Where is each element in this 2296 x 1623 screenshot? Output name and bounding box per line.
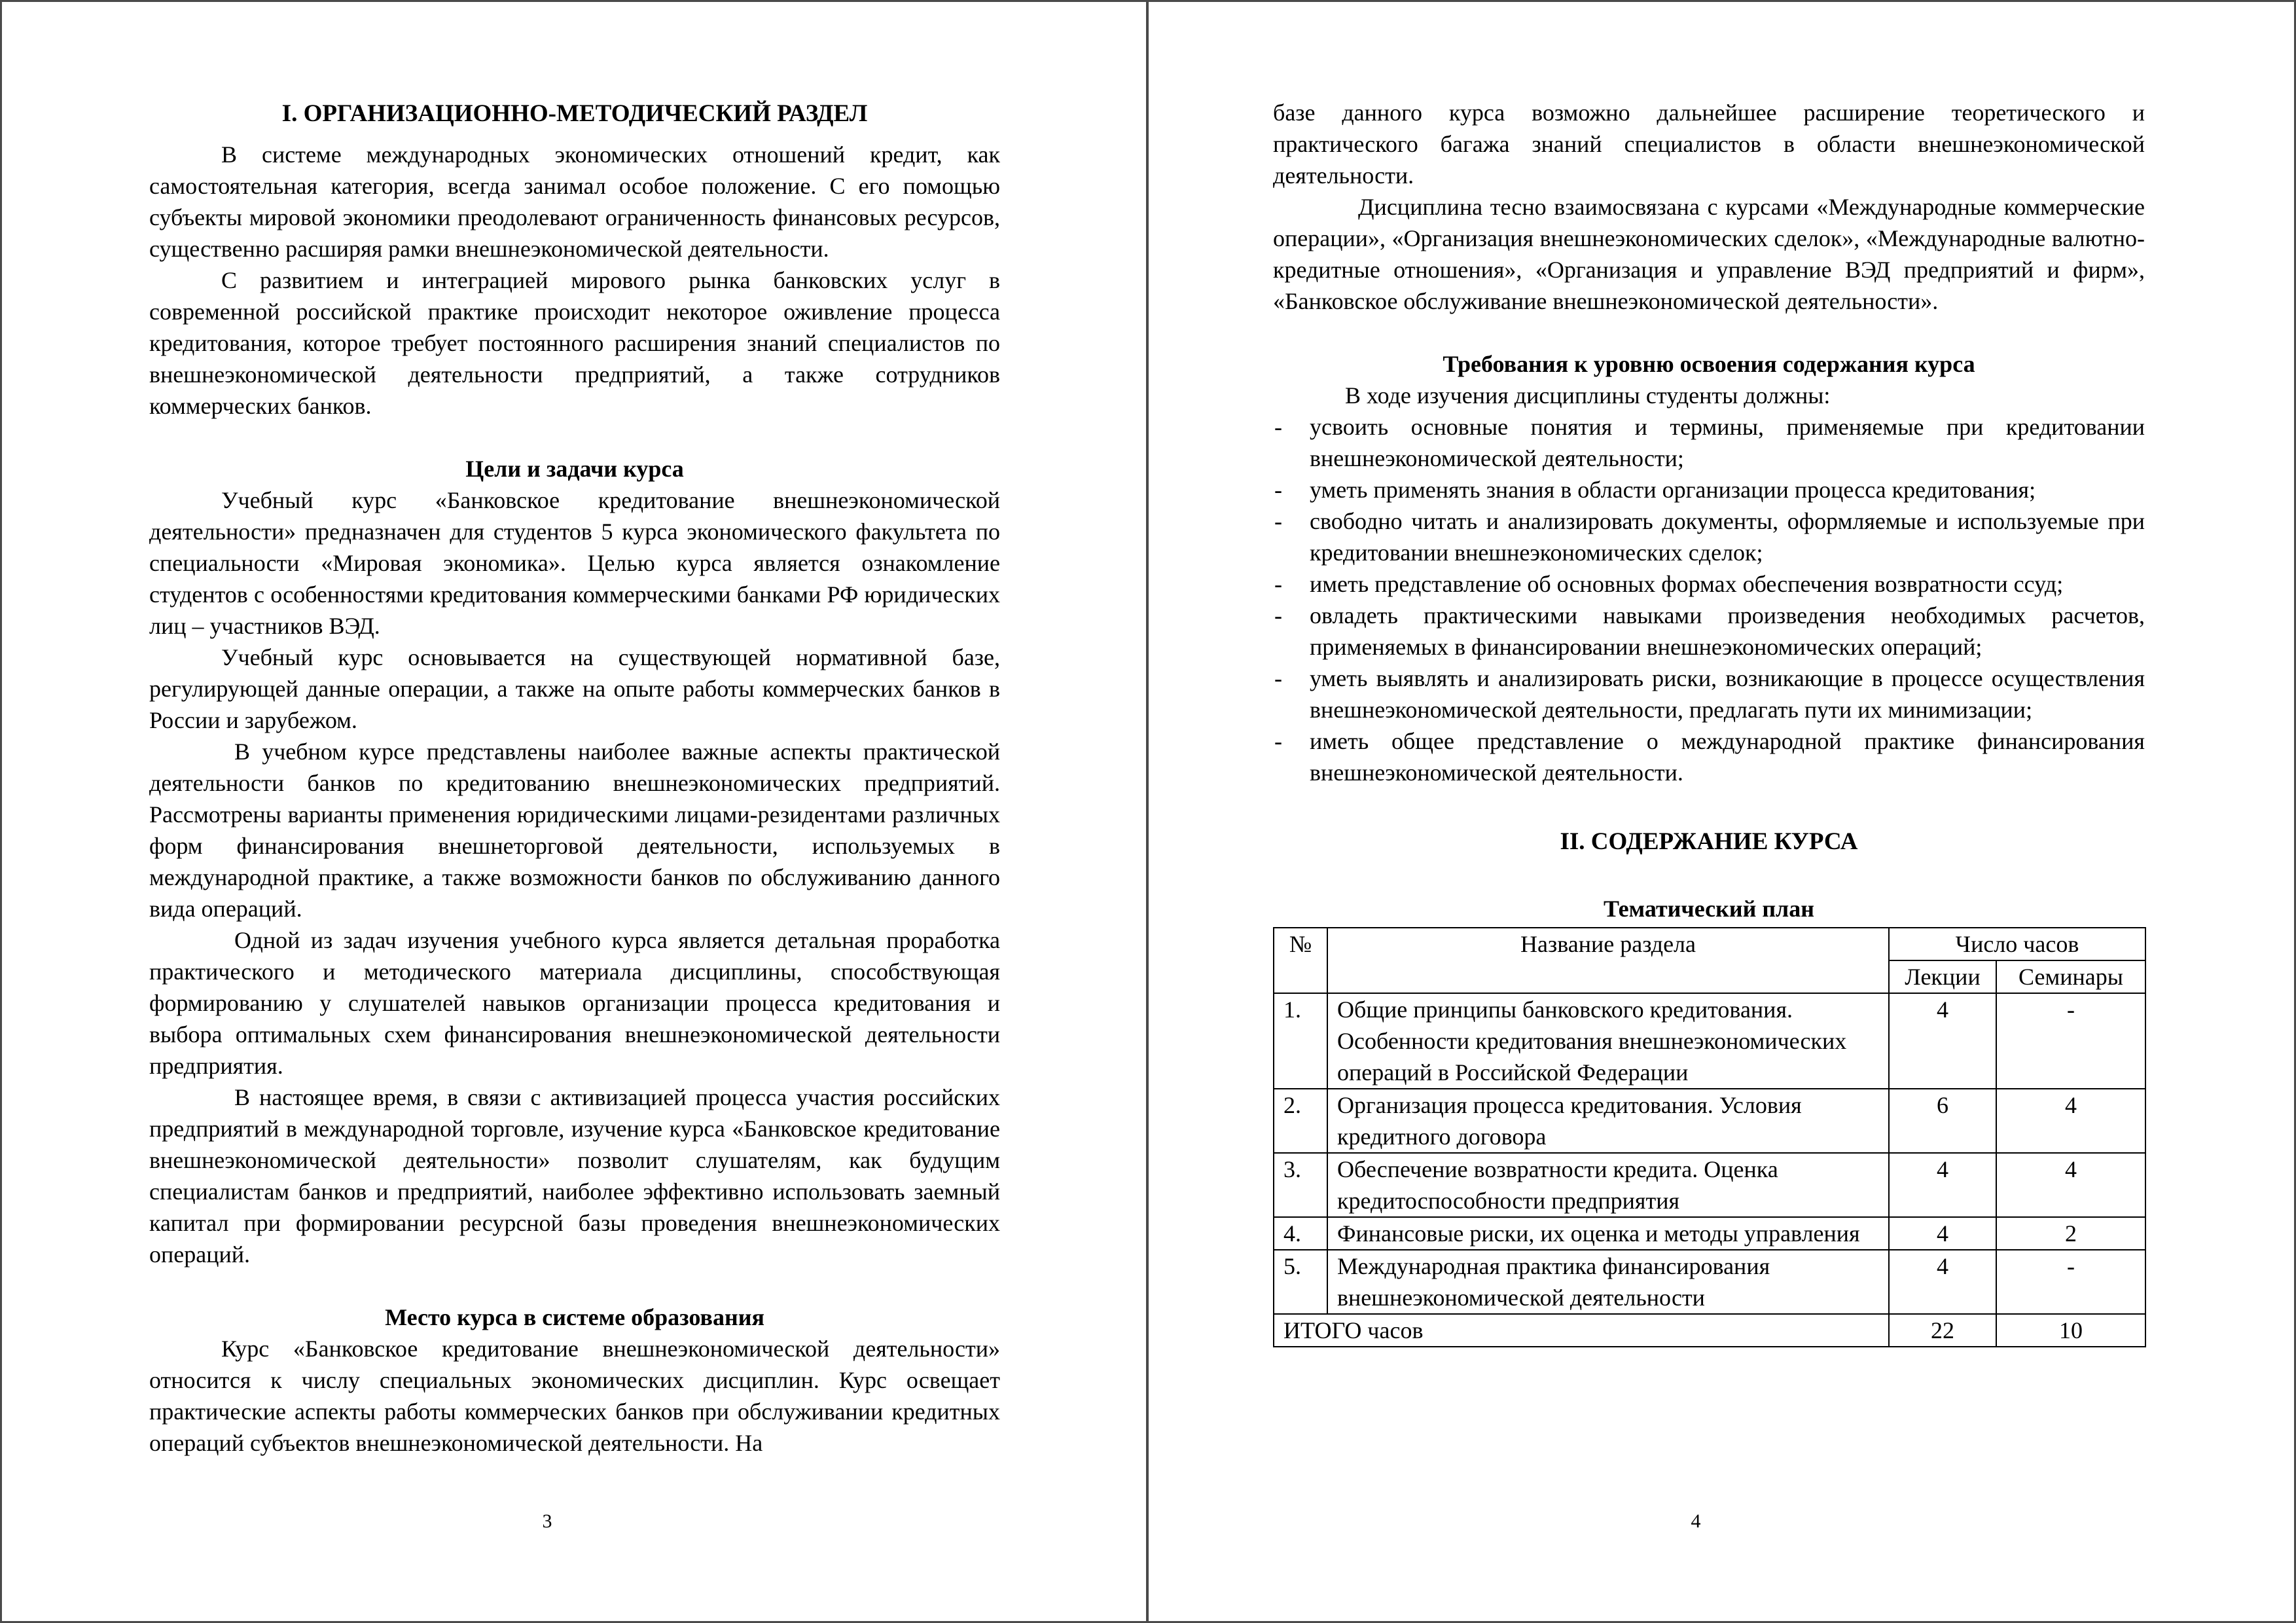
continuation-paragraph: базе данного курса возможно дальнейшее расширение теоретического и практического багажа знаний специалистов в области внешнеэкономической деятельности. [1273, 100, 2145, 189]
list-item: - уметь применять знания в области организации процесса кредитования; [1273, 474, 2145, 505]
intro-paragraph: С развитием и интеграцией мирового рынка банковских услуг в современной российской практике происходит некоторое оживление процесса кредитования, которое требует постоянного расширения знаний специалистов по внешнеэкономической деятельности предприятий, а также сотрудников коммерческих банков. [149, 267, 1000, 419]
cell-num: 3. [1274, 1153, 1327, 1217]
cell-seminars: 4 [1996, 1089, 2145, 1153]
table-row [1274, 993, 2145, 1089]
cell-lectures: 4 [1889, 1217, 1996, 1250]
cell-total-lectures: 22 [1889, 1314, 1996, 1347]
cell-lectures: 4 [1889, 1250, 1996, 1314]
cell-lectures: 6 [1889, 1089, 1996, 1153]
table-caption: Тематический план [1604, 896, 1814, 922]
cell-name: Международная практика финансирования внешнеэкономической деятельности [1327, 1250, 1889, 1314]
cell-lectures: 4 [1889, 993, 1996, 1089]
header-num: № [1274, 928, 1327, 993]
table-row [1274, 1089, 2145, 1153]
cell-num: 5. [1274, 1250, 1327, 1314]
goals-heading: Цели и задачи курса [465, 456, 684, 482]
cell-lectures: 4 [1889, 1153, 1996, 1217]
list-item: - уметь выявлять и анализировать риски, возникающие в процессе осуществления внешнеэкономической деятельности, предлагать пути их минимизации; [1273, 663, 2145, 725]
place-heading: Место курса в системе образования [385, 1304, 764, 1330]
list-item: - свободно читать и анализировать документы, оформляемые и используемые при кредитовании внешнеэкономических сделок; [1273, 505, 2145, 568]
list-item: - иметь представление об основных формах обеспечения возвратности ссуд; [1273, 568, 2145, 600]
goals-paragraph: Учебный курс основывается на существующей нормативной базе, регулирующей данные операции, а также на опыте работы коммерческих банков в России и зарубежом. [149, 644, 1000, 733]
list-item: - усвоить основные понятия и термины, применяемые при кредитовании внешнеэкономической деятельности; [1273, 411, 2145, 474]
cell-num: 2. [1274, 1089, 1327, 1153]
requirements-list [1273, 411, 2145, 788]
cell-name: Обеспечение возвратности кредита. Оценка кредитоспособности предприятия [1327, 1153, 1889, 1217]
cell-total-seminars: 10 [1996, 1314, 2145, 1347]
page-number: 3 [542, 1510, 552, 1532]
table-total-row [1274, 1314, 2145, 1347]
requirements-heading: Требования к уровню освоения содержания курса [1443, 351, 1975, 377]
cell-seminars: - [1996, 1250, 2145, 1314]
header-seminars: Семинары [1996, 960, 2145, 993]
goals-paragraph: Учебный курс «Банковское кредитование внешнеэкономической деятельности» предназначен для студентов 5 курса экономического факультета по специальности «Мировая экономика». Целью курса является ознакомление студентов с особенностями кредитования коммерческими банками РФ юридических лиц – участников ВЭД. [149, 487, 1000, 639]
left-text-column [149, 97, 1000, 1459]
intro-paragraph: В системе международных экономических отношений кредит, как самостоятельная категория, всегда занимал особое положение. С его помощью субъекты мировой экономики преодолевают ограниченность финансовых ресурсов, существенно расширяя рамки внешнеэкономической деятельности. [149, 141, 1000, 262]
section-title-content: II. СОДЕРЖАНИЕ КУРСА [1560, 828, 1858, 855]
cell-name: Организация процесса кредитования. Условия кредитного договора [1327, 1089, 1889, 1153]
section-title-organizational: I. ОРГАНИЗАЦИОННО-МЕТОДИЧЕСКИЙ РАЗДЕЛ [281, 100, 868, 127]
table-row [1274, 1217, 2145, 1250]
page-number: 4 [1691, 1510, 1701, 1532]
left-page [0, 0, 1146, 1623]
table-header-row [1274, 928, 2145, 960]
cell-total-label: ИТОГО часов [1274, 1314, 1889, 1347]
cell-seminars: 2 [1996, 1217, 2145, 1250]
goals-paragraph: В настоящее время, в связи с активизацией процесса участия российских предприятий в международной торговле, изучение курса «Банковское кредитование внешнеэкономической деятельности» позволит слушателям, как будущим специалистам банков и предприятий, наиболее эффективно использовать заемный капитал при формировании ресурсной базы проведения внешнеэкономических операций. [149, 1084, 1000, 1267]
table-row [1274, 1153, 2145, 1217]
cell-num: 1. [1274, 993, 1327, 1089]
requirements-intro: В ходе изучения дисциплины студенты должны: [1345, 382, 1831, 409]
table-row [1274, 1250, 2145, 1314]
header-lectures: Лекции [1889, 960, 1996, 993]
cell-seminars: 4 [1996, 1153, 2145, 1217]
cell-name: Общие принципы банковского кредитования. Особенности кредитования внешнеэкономических операций в Российской Федерации [1327, 993, 1889, 1089]
right-page [1149, 0, 2296, 1623]
cell-seminars: - [1996, 993, 2145, 1089]
cell-name: Финансовые риски, их оценка и методы управления [1327, 1217, 1889, 1250]
header-hours: Число часов [1889, 928, 2145, 960]
goals-paragraph: В учебном курсе представлены наиболее важные аспекты практической деятельности банков по кредитованию внешнеэкономических предприятий. Рассмотрены варианты применения юридическими лицами-резидентами различных форм финансирования внешнеторговой деятельности, используемых в международной практике, а также возможности банков по обслуживанию данного вида операций. [149, 739, 1000, 922]
goals-paragraph: Одной из задач изучения учебного курса является детальная проработка практического и методического материала дисциплины, способствующая формированию у слушателей навыков организации процесса кредитования и выбора оптимальных схем финансирования внешнеэкономической деятельности предприятия. [149, 927, 1000, 1079]
cell-num: 4. [1274, 1217, 1327, 1250]
header-name: Название раздела [1327, 928, 1889, 993]
list-item: - овладеть практическими навыками произведения необходимых расчетов, применяемых в финансировании внешнеэкономических операций; [1273, 600, 2145, 663]
right-text-column [1273, 97, 2145, 1347]
thematic-plan-table [1273, 927, 2146, 1347]
list-item: - иметь общее представление о международной практике финансирования внешнеэкономической деятельности. [1273, 725, 2145, 788]
place-paragraph: Курс «Банковское кредитование внешнеэкономической деятельности» относится к числу специальных экономических дисциплин. Курс освещает практические аспекты работы коммерческих банков при обслуживании кредитных операций субъектов внешнеэкономической деятельности. На [149, 1336, 1000, 1456]
related-courses-paragraph: Дисциплина тесно взаимосвязана с курсами «Международные коммерческие операции», «Организация внешнеэкономических сделок», «Международные валютно-кредитные отношения», «Организация и управление ВЭД предприятий и фирм», «Банковское обслуживание внешнеэкономической деятельности». [1273, 194, 2145, 314]
